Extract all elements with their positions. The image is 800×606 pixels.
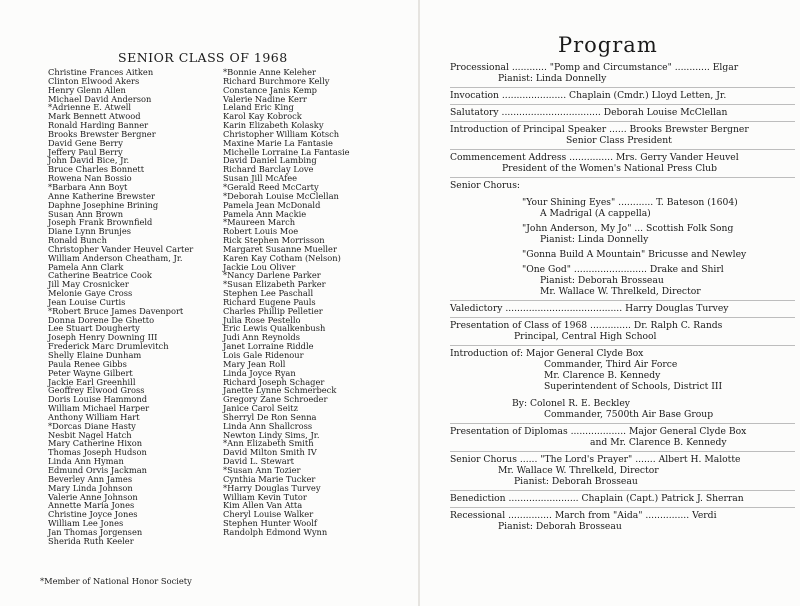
graduate-name: Kim Allen Van Atta — [223, 500, 303, 511]
program-line: Processional ............ "Pomp and Circumstance" ............ Elgar — [450, 62, 739, 73]
graduate-name: Karol Kay Kobrock — [223, 111, 302, 122]
graduate-name: David Daniel Lambing — [223, 155, 317, 166]
program-line: By: Colonel R. E. Beckley — [512, 398, 630, 409]
graduate-name: *Gerald Reed McCarty — [223, 181, 319, 192]
graduate-name: Gregory Zane Schroeder — [223, 394, 328, 405]
graduate-name: David Gene Berry — [48, 137, 123, 148]
graduate-name: Paula Renee Gibbs — [48, 358, 127, 369]
graduate-name: Sherryl De Ron Senna — [223, 411, 317, 422]
graduate-name: Jan Thomas Jorgensen — [48, 526, 143, 537]
program-item — [450, 178, 795, 301]
program-line: Pianist: Deborah Brosseau — [514, 476, 638, 487]
graduate-name: Janette Lynne Schmerbeck — [223, 385, 337, 396]
graduate-name: Brooks Brewster Bergner — [48, 128, 156, 139]
program-item — [450, 452, 795, 491]
graduate-name: Cynthia Marie Tucker — [223, 473, 316, 484]
graduate-name: *Adrienne E. Atwell — [48, 102, 132, 113]
program-line: A Madrigal (A cappella) — [540, 208, 651, 219]
graduate-name: Cheryl Louise Walker — [223, 509, 314, 520]
graduate-name: Jean Louise Curtis — [48, 296, 126, 307]
graduate-name: Melonie Gaye Cross — [48, 288, 133, 299]
program-line: Mr. Wallace W. Threlkeld, Director — [498, 465, 659, 476]
graduate-name: *Bonnie Anne Keleher — [223, 67, 317, 77]
graduate-name: Linda Ann Shallcross — [223, 420, 313, 431]
graduate-name: Bruce Charles Bonnett — [48, 164, 145, 175]
graduate-name: *Nancy Darlene Parker — [223, 270, 321, 281]
program-line: and Mr. Clarence B. Kennedy — [590, 437, 727, 448]
program-item — [450, 346, 795, 424]
program-item — [450, 122, 795, 150]
program-title: Program — [558, 33, 658, 57]
graduate-name: Eric Lewis Qualkenbush — [223, 323, 326, 334]
graduate-name: Mary Catherine Hixon — [48, 438, 143, 449]
graduate-name: Christopher William Kotsch — [223, 128, 340, 139]
graduate-name: Lee Stuart Dougherty — [48, 323, 140, 334]
graduate-name: Charles Phillip Pelletier — [223, 305, 323, 316]
graduate-name: Richard Joseph Schager — [223, 376, 325, 387]
program-item — [450, 88, 795, 105]
graduate-name: Janice Carol Seitz — [223, 403, 298, 414]
graduate-name: Ronald Harding Banner — [48, 120, 149, 131]
program-line: Recessional ............... March from "Aida" ............... Verdi — [450, 510, 717, 521]
program-line: Invocation ...................... Chaplain (Cmdr.) Lloyd Letten, Jr. — [450, 90, 727, 101]
graduate-name: Anthony William Hart — [48, 411, 140, 422]
program-line: "One God" ......................... Drake and Shirl — [522, 264, 724, 275]
graduate-name: Joseph Henry Downing III — [48, 332, 158, 343]
program-line: "Gonna Build A Mountain" Bricusse and Newley — [522, 249, 747, 260]
graduate-name: Shelly Elaine Dunham — [48, 350, 142, 360]
graduate-name: *Harry Douglas Turvey — [223, 482, 321, 493]
graduate-name: *Ann Elizabeth Smith — [223, 438, 314, 449]
graduate-name: Michelle Lorraine La Fantasie — [223, 146, 350, 157]
graduate-name: Anne Katherine Brewster — [48, 190, 156, 201]
graduate-name: Mary Linda Johnson — [48, 482, 133, 493]
program-line: Pianist: Linda Donnelly — [540, 234, 649, 245]
graduate-name: Linda Joyce Ryan — [223, 367, 296, 378]
honor-society-footnote: *Member of National Honor Society — [40, 576, 192, 586]
graduate-name: William Lee Jones — [48, 518, 124, 529]
graduate-name: Richard Barclay Love — [223, 164, 314, 175]
program-line: Mr. Clarence B. Kennedy — [544, 370, 661, 381]
graduate-name: *Deborah Louise McClellan — [223, 190, 339, 201]
graduate-name: Rowena Nan Bossio — [48, 173, 132, 184]
program-line: Benediction ........................ Chaplain (Capt.) Patrick J. Sherran — [450, 493, 744, 504]
graduate-name: Henry Glenn Allen — [48, 84, 126, 95]
graduate-name: Constance Janis Kemp — [223, 84, 317, 95]
graduate-name: Valerie Anne Johnson — [48, 491, 138, 502]
graduate-name: John David Bice, Jr. — [48, 155, 130, 166]
graduate-name: Christine Frances Aitken — [48, 67, 154, 77]
graduate-name: *Barbara Ann Boyt — [48, 181, 128, 192]
program-line: Pianist: Deborah Brosseau — [540, 275, 664, 286]
graduate-name: Susan Ann Brown — [48, 208, 124, 219]
names-column-1 — [48, 68, 223, 546]
graduate-name: William Anderson Cheatham, Jr. — [48, 252, 183, 263]
program-line: Pianist: Linda Donnelly — [498, 73, 607, 84]
graduate-name: Susan Jill McAfee — [223, 173, 298, 184]
program-line: Superintendent of Schools, District III — [544, 381, 723, 392]
graduate-name: Christopher Vander Heuvel Carter — [48, 243, 194, 254]
graduate-name: *Maureen March — [223, 217, 296, 228]
senior-class-title: SENIOR CLASS OF 1968 — [118, 50, 288, 65]
graduate-name: Richard Eugene Pauls — [223, 296, 316, 307]
graduate-name: Jackie Earl Greenhill — [48, 376, 136, 387]
graduate-name: Pamela Ann Mackie — [223, 208, 307, 219]
senior-class-names — [48, 68, 398, 546]
program-line: Introduction of: Major General Clyde Box — [450, 348, 644, 359]
program-line: "John Anderson, My Jo" ... Scottish Folk Song — [522, 223, 734, 234]
graduate-name: Annette Maria Jones — [48, 500, 135, 511]
program-item — [450, 491, 795, 508]
program-line: Salutatory .................................. Deborah Louise McClellan — [450, 107, 728, 118]
graduate-name: Maxine Marie La Fantasie — [223, 137, 333, 148]
program-item — [450, 424, 795, 452]
graduate-name: Karen Kay Cotham (Nelson) — [223, 252, 341, 263]
graduate-name: David L. Stewart — [223, 456, 294, 467]
graduate-name: Geoffrey Elwood Gross — [48, 385, 145, 396]
graduate-name: Lois Gale Ridenour — [223, 350, 304, 360]
program-line: "Your Shining Eyes" ............ T. Bateson (1604) — [522, 197, 738, 208]
graduate-name: Mark Bennett Atwood — [48, 111, 141, 122]
graduate-name: Janet Lorraine Riddle — [223, 341, 314, 352]
program-item — [450, 301, 795, 318]
graduate-name: Donna Dorene De Ghetto — [48, 314, 155, 325]
program-item — [450, 60, 795, 88]
graduate-name: Pamela Jean McDonald — [223, 199, 321, 210]
graduate-name: *Susan Ann Tozier — [223, 464, 301, 475]
graduate-name: Michael David Anderson — [48, 93, 152, 104]
program-line: Valedictory ........................................ Harry Douglas Turvey — [450, 303, 729, 314]
graduate-name: *Dorcas Diane Hasty — [48, 420, 136, 431]
graduate-name: Stephen Lee Paschall — [223, 288, 314, 299]
graduate-name: Peter Wayne Gilbert — [48, 367, 133, 378]
graduate-name: Mary Jean Roll — [223, 358, 286, 369]
graduate-name: Nesbit Nagel Hatch — [48, 429, 132, 440]
graduate-name: Richard Burchmore Kelly — [223, 75, 330, 86]
graduate-name: Jackie Lou Oliver — [223, 261, 296, 272]
graduate-name: Robert Louis Moe — [223, 226, 299, 237]
graduate-name: Catherine Beatrice Cook — [48, 270, 152, 281]
program-line: Presentation of Diplomas ................... Major General Clyde Box — [450, 426, 747, 437]
graduate-name: Rick Stephen Morrisson — [223, 235, 325, 246]
graduate-name: Christine Joyce Jones — [48, 509, 138, 520]
graduate-name: Stephen Hunter Woolf — [223, 518, 317, 529]
graduate-name: Valerie Nadine Kerr — [223, 93, 307, 104]
graduate-name: Margaret Susanne Mueller — [223, 243, 337, 254]
program-line: Principal, Central High School — [514, 331, 657, 342]
graduate-name: *Susan Elizabeth Parker — [223, 279, 326, 290]
graduate-name: Daphne Josephine Brining — [48, 199, 159, 210]
graduate-name: William Michael Harper — [48, 403, 150, 414]
program-line: Introduction of Principal Speaker ...... Brooks Brewster Bergner — [450, 124, 749, 135]
graduate-name: Linda Ann Hyman — [48, 456, 124, 467]
program-line: Commander, 7500th Air Base Group — [544, 409, 714, 420]
graduate-name: William Kevin Tutor — [223, 491, 307, 502]
graduate-name: Pamela Ann Clark — [48, 261, 124, 272]
program-item — [450, 508, 795, 535]
graduate-name: Karin Elizabeth Kolasky — [223, 120, 324, 131]
program-line: Mr. Wallace W. Threlkeld, Director — [540, 286, 701, 297]
names-column-2 — [223, 68, 398, 546]
graduate-name: Sherida Ruth Keeler — [48, 535, 134, 546]
graduate-name: Jeffery Paul Berry — [48, 146, 123, 157]
program-item — [450, 318, 795, 346]
graduate-name: Frederick Marc Drumlevitch — [48, 341, 169, 352]
program-line: Senior Class President — [566, 135, 672, 146]
graduate-name: Joseph Frank Brownfield — [48, 217, 153, 228]
graduate-name: Diane Lynn Brunjes — [48, 226, 132, 237]
graduate-name: Leland Eric King — [223, 102, 294, 113]
program-line: Pianist: Deborah Brosseau — [498, 521, 622, 532]
program-line: Presentation of Class of 1968 .............. Dr. Ralph C. Rands — [450, 320, 723, 331]
program-item — [450, 105, 795, 122]
graduate-name: Julia Rose Pestello — [223, 314, 301, 325]
graduate-name: Beverley Ann James — [48, 473, 133, 484]
program-line: Senior Chorus ...... "The Lord's Prayer" ....... Albert H. Malotte — [450, 454, 741, 465]
program-item — [450, 150, 795, 178]
program-line: Commander, Third Air Force — [544, 359, 678, 370]
graduate-name: Judi Ann Reynolds — [223, 332, 300, 343]
program-list — [450, 60, 795, 535]
graduate-name: Newton Lindy Sims, Jr. — [223, 429, 320, 440]
program-line: Commencement Address ............... Mrs. Gerry Vander Heuvel — [450, 152, 739, 163]
graduate-name: Randolph Edmond Wynn — [223, 526, 328, 537]
graduate-name: Thomas Joseph Hudson — [48, 447, 147, 458]
graduate-name: Ronald Bunch — [48, 235, 107, 246]
program-line: Senior Chorus: — [450, 180, 521, 191]
graduate-name: Jill May Crosnicker — [48, 279, 129, 290]
graduate-name: Clinton Elwood Akers — [48, 75, 140, 86]
program-line: President of the Women's National Press Club — [502, 163, 717, 174]
graduate-name: *Robert Bruce James Davenport — [48, 305, 184, 316]
graduate-name: Doris Louise Hammond — [48, 394, 148, 405]
graduate-name: Edmund Orvis Jackman — [48, 464, 147, 475]
graduate-name: David Milton Smith IV — [223, 447, 317, 458]
